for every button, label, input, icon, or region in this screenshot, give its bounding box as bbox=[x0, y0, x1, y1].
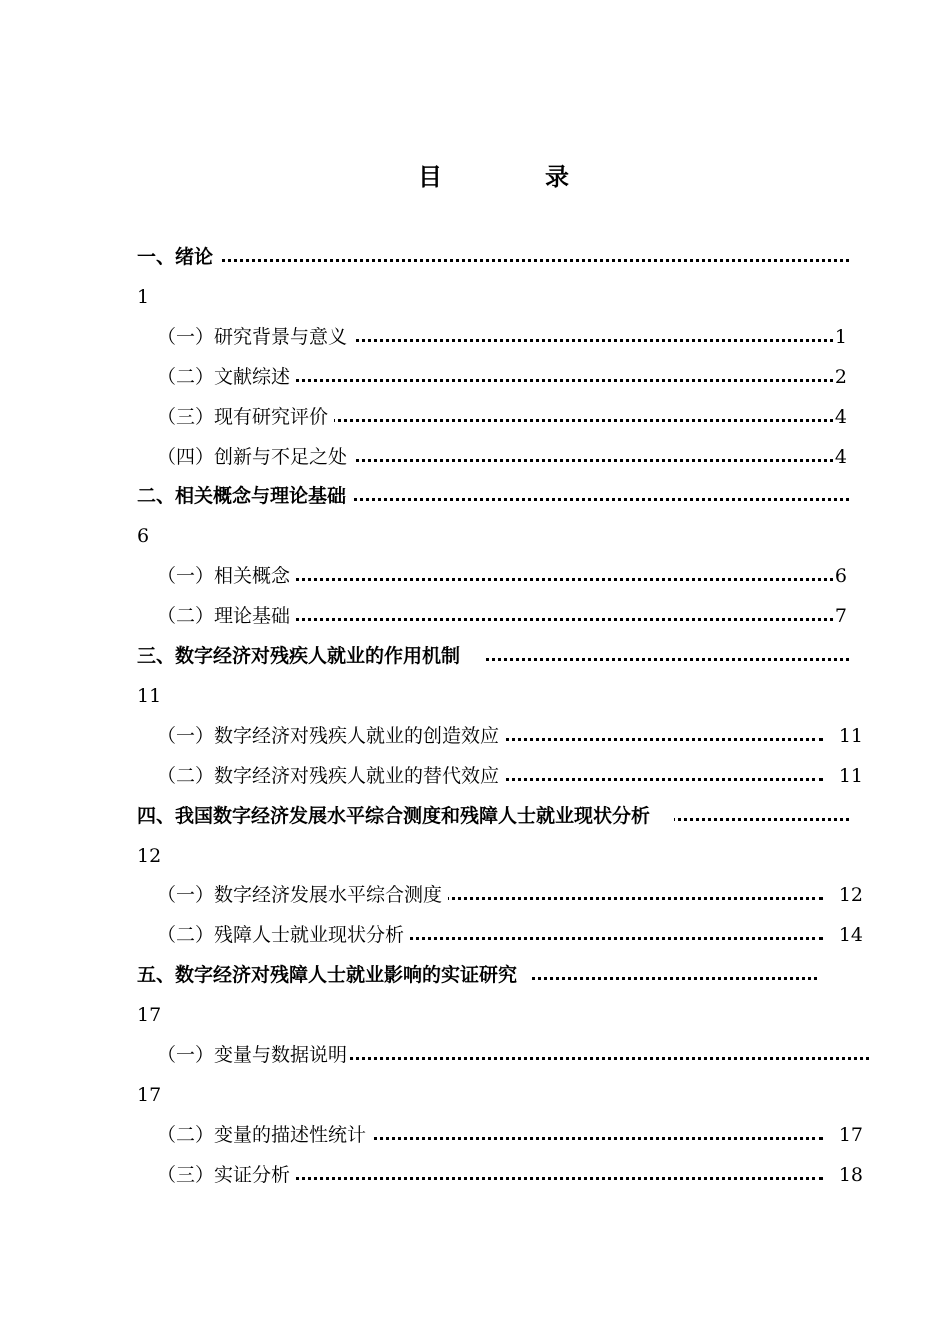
toc-entry-label: （一）研究背景与意义 bbox=[157, 322, 353, 352]
toc-entry-label: （一）数字经济对残疾人就业的创造效应 bbox=[157, 721, 505, 751]
toc-entry-label: 四、我国数字经济发展水平综合测度和残障人士就业现状分析 bbox=[137, 801, 674, 831]
toc-chapter-1[interactable] bbox=[137, 242, 849, 272]
toc-page-number: 18 bbox=[839, 1160, 863, 1190]
toc-entry-label: （三）实证分析 bbox=[157, 1160, 296, 1190]
toc-section-4-1[interactable] bbox=[137, 880, 863, 910]
toc-entry-label: （一）数字经济发展水平综合测度 bbox=[157, 880, 448, 910]
toc-page-number: 11 bbox=[839, 761, 863, 791]
toc-entry-label: （四）创新与不足之处 bbox=[157, 442, 353, 472]
toc-page-number: 17 bbox=[137, 1004, 162, 1026]
toc-title-char-1: 目 bbox=[418, 162, 442, 191]
leader-dots bbox=[137, 259, 849, 262]
toc-page-number: 17 bbox=[839, 1120, 863, 1150]
toc-title bbox=[0, 160, 950, 194]
toc-entry-label: 二、相关概念与理论基础 bbox=[137, 481, 352, 511]
toc-section-1-2[interactable] bbox=[137, 362, 847, 392]
toc-chapter-2[interactable] bbox=[137, 481, 849, 511]
toc-entry-label: （二）残障人士就业现状分析 bbox=[157, 920, 410, 950]
toc-section-1-3[interactable] bbox=[137, 402, 847, 432]
toc-entry-label: （二）数字经济对残疾人就业的替代效应 bbox=[157, 761, 505, 791]
toc-page-number: 11 bbox=[839, 721, 863, 751]
toc-page-number: 14 bbox=[839, 920, 863, 950]
toc-section-5-3[interactable] bbox=[137, 1160, 863, 1190]
toc-chapter-4[interactable] bbox=[137, 801, 849, 831]
toc-page-number: 7 bbox=[835, 601, 847, 631]
toc-entry-label: （一）变量与数据说明 bbox=[157, 1040, 349, 1070]
toc-entry-label: （二）理论基础 bbox=[157, 601, 296, 631]
toc-section-3-1[interactable] bbox=[137, 721, 863, 751]
toc-entry-label: 一、绪论 bbox=[137, 242, 219, 272]
toc-page-number: 6 bbox=[835, 561, 847, 591]
toc-chapter-5[interactable] bbox=[137, 960, 817, 990]
toc-page-number: 1 bbox=[137, 286, 150, 308]
toc-section-5-2[interactable] bbox=[137, 1120, 863, 1150]
toc-entry-label: （二）文献综述 bbox=[157, 362, 296, 392]
toc-section-5-1[interactable] bbox=[137, 1040, 869, 1070]
toc-page-number: 4 bbox=[835, 402, 847, 432]
toc-page-number: 4 bbox=[835, 442, 847, 472]
toc-section-2-1[interactable] bbox=[137, 561, 847, 591]
toc-entry-label: （三）现有研究评价 bbox=[157, 402, 334, 432]
toc-page-number: 12 bbox=[137, 845, 162, 867]
toc-page-number: 2 bbox=[835, 362, 847, 392]
toc-page-number: 1 bbox=[835, 322, 847, 352]
toc-entry-label: 三、数字经济对残疾人就业的作用机制 bbox=[137, 641, 484, 671]
toc-entry-label: （一）相关概念 bbox=[157, 561, 296, 591]
toc-page-number: 12 bbox=[839, 880, 863, 910]
toc-chapter-3[interactable] bbox=[137, 641, 849, 671]
toc-title-char-2: 录 bbox=[545, 162, 569, 191]
toc-page-number: 17 bbox=[137, 1084, 162, 1106]
toc-section-4-2[interactable] bbox=[137, 920, 863, 950]
toc-section-1-4[interactable] bbox=[137, 442, 847, 472]
toc-page-number: 11 bbox=[137, 685, 162, 707]
toc-section-3-2[interactable] bbox=[137, 761, 863, 791]
toc-page-number: 6 bbox=[137, 525, 150, 547]
toc-section-1-1[interactable] bbox=[137, 322, 847, 352]
toc-entry-label: 五、数字经济对残障人士就业影响的实证研究 bbox=[137, 960, 529, 990]
toc-section-2-2[interactable] bbox=[137, 601, 847, 631]
toc-entry-label: （二）变量的描述性统计 bbox=[157, 1120, 372, 1150]
